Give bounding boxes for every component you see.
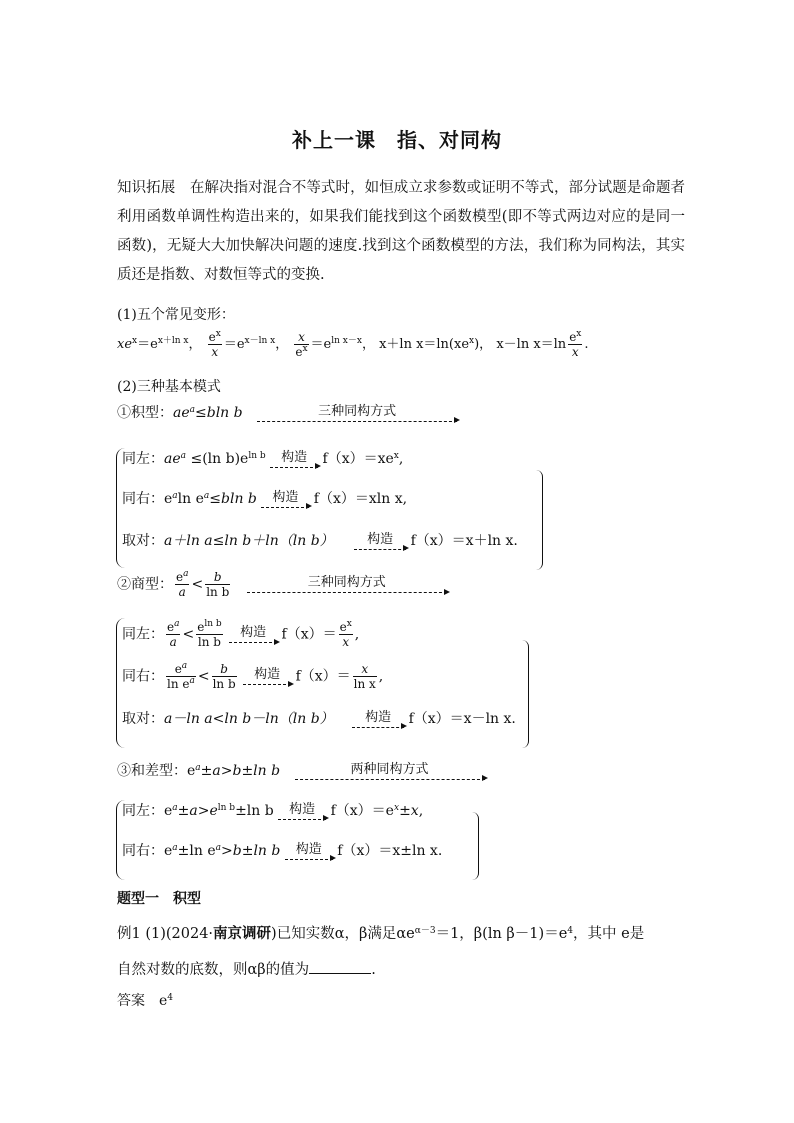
product-row-right: 同右：$e^a\ln$ $e^a\le bln$ b 构造 f（x）＝xln x,: [122, 489, 408, 507]
product-row-log: 取对：a＋ln a≤ln b＋ln（ln b） 构造 f（x）＝x＋ln x.: [122, 531, 518, 549]
sumdiff-right-brace: [472, 812, 479, 880]
frac-x-over-ex: $\frac{x}{e^x}$: [295, 330, 308, 359]
quotient-type-header: ②商型： $\frac{e^a}{a}$ < $\frac{b}{\text{ln b}}$ 三种同构方式: [117, 570, 447, 599]
section1-heading: (1)五个常见变形：: [117, 307, 235, 323]
frac-ex-over-x-2: $\frac{e^x}{x}$: [569, 329, 582, 359]
intro-label: 知识拓展: [117, 180, 176, 196]
quotient-row-left: 同左： $\frac{e^a}{a}$ < $\frac{e^{ln b}}{\text{ln b}}$ 构造 f（x）＝ $\frac{e^x}{x}$ ,: [122, 619, 360, 649]
intro-paragraph: [117, 174, 685, 290]
type1-heading: 题型一 积型: [117, 891, 201, 907]
page-title: 补上一课 指、对同构: [292, 128, 502, 152]
product-row-left: 同左：$ae^a \le(\ln$ $b)e^{ln b}$ 构造 $f(x)=xe^x$,: [122, 449, 404, 467]
quotient-row-right: 同右： $\frac{e^a}{\ln e^a}$ < $\frac{b}{\text{ln b}}$ 构造 f（x）＝ $\frac{x}{\text{ln x}}$ ,: [122, 661, 384, 691]
example-line1: 例1 (1)(2024·南京调研)已知实数α，β满足$\alpha e^{\alpha-3}=1$，β(ln $\beta-1)=e^4$，其中 e是: [117, 925, 645, 942]
intro-text: 在解决指对混合不等式时，如恒成立求参数或证明不等式，部分试题是命题者利用函数单调性构造出来的，如果我们能找到这个函数模型(即不等式两边对应的是同一函数)，无疑大大加快解决问题的速度.找到这个函数模型的方法，我们称为同构法，其实质还是指数、对数恒等式的变换.: [117, 180, 686, 283]
quotient-arrow: 三种同构方式: [247, 576, 447, 593]
sumdiff-row-left: 同左：$e^a\pm a>e^{ln b}\pm\ln$ b 构造 $f(x)=e^x\pm x$,: [122, 801, 424, 819]
answer: 答案 $e^4$: [117, 993, 174, 1009]
product-type-header: ①积型：$ae^a\le bln$ b 三种同构方式: [117, 402, 457, 422]
answer-value: e: [159, 993, 168, 1009]
section2-heading: (2)三种基本模式: [117, 379, 221, 395]
example-line2: 自然对数的底数，则αβ的值为 .: [117, 958, 376, 979]
sumdiff-row-right: 同右：$e^a\pm\ln$ $e^a>b\pm\ln$ b 构造 f（x）＝x±ln x.: [122, 841, 443, 859]
product-right-brace: [536, 470, 543, 570]
quotient-right-brace: [522, 640, 529, 748]
sumdiff-type-header: ③和差型：$e^a\pm a>b\pm\ln$ b 两种同构方式: [117, 760, 485, 780]
five-transforms: $xe^x=e^{x+ln x}$， $\frac{e^x}{x}$ $=e^{x-ln x}$， $\frac{x}{e^x}$ $=e^{ln x-x}$， x＋ln $x=\ln(xe^x)$， x－ln x＝ln $\frac{e^x}{x}$ .: [117, 329, 589, 359]
answer-blank: [309, 959, 371, 974]
frac-ex-over-x: $\frac{e^x}{x}$: [208, 329, 221, 359]
product-arrow: 三种同构方式: [257, 405, 457, 422]
quotient-row-log: 取对：a－ln a<ln b－ln（ln b） 构造 f（x）＝x－ln x.: [122, 709, 516, 727]
answer-label: 答案: [117, 993, 145, 1009]
sumdiff-arrow: 两种同构方式: [295, 763, 485, 780]
